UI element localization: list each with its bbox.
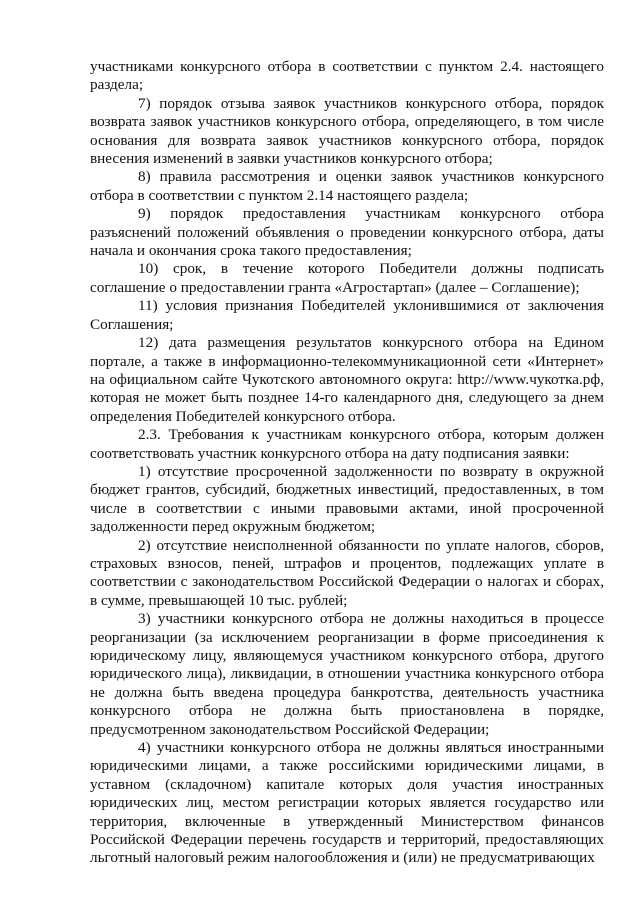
paragraph-requirement-4: 4) участники конкурсного отбора не должны являться иностранными юридическими лицами, а также российскими юридическими лицами, в уставном (складочном) капитале которых доля участия иностранных юридических лиц, местом регистрации которых является государство или территория, включенные в утвержденный Министерством финансов Российской Федерации перечень государств и территорий, предоставляющих льготный налоговый режим налогообложения и (или) не предусматривающих [90, 739, 604, 867]
paragraph-item-9: 9) порядок предоставления участникам конкурсного отбора разъяснений положений объявления о проведении конкурсного отбора, даты начала и окончания срока такого предоставления; [90, 205, 604, 260]
paragraph-requirement-3: 3) участники конкурсного отбора не должны находиться в процессе реорганизации (за исключением реорганизации в форме присоединения к юридическому лицу, являющемуся участником конкурсного отбора, другого юридического лица), ликвидации, в отношении участника конкурсного отбора не должна быть введена процедура банкротства, деятельность участника конкурсного отбора не должна быть приостановлена в порядке, предусмотренном законодательством Российской Федерации; [90, 610, 604, 738]
paragraph-requirement-1: 1) отсутствие просроченной задолженности по возврату в окружной бюджет грантов, субсидий, бюджетных инвестиций, предоставленных, в том числе в соответствии с иными правовыми актами, иной просроченной задолженности перед окружным бюджетом; [90, 462, 604, 536]
paragraph-item-8: 8) правила рассмотрения и оценки заявок участников конкурсного отбора в соответствии с пунктом 2.14 настоящего раздела; [90, 168, 604, 204]
paragraph-continuation: участниками конкурсного отбора в соответствии с пунктом 2.4. настоящего раздела; [90, 58, 604, 94]
paragraph-item-11: 11) условия признания Победителей уклонившимися от заключения Соглашения; [90, 297, 604, 333]
paragraph-section-2-3: 2.3. Требования к участникам конкурсного отбора, которым должен соответствовать участник конкурсного отбора на дату подписания заявки: [90, 426, 604, 462]
paragraph-item-12: 12) дата размещения результатов конкурсного отбора на Едином портале, а также в информационно-телекоммуникационной сети «Интернет» на официальном сайте Чукотского автономного округа: http://www.чукотка.рф, которая не может быть позднее 14-го календарного дня, следующего за днем определения Победителей конкурсного отбора. [90, 334, 604, 425]
paragraph-item-7: 7) порядок отзыва заявок участников конкурсного отбора, порядок возврата заявок участников конкурсного отбора, определяющего, в том числе основания для возврата заявок участников конкурсного отбора, порядок внесения изменений в заявки участников конкурсного отбора; [90, 94, 604, 168]
paragraph-requirement-2: 2) отсутствие неисполненной обязанности по уплате налогов, сборов, страховых взносов, пеней, штрафов и процентов, подлежащих уплате в соответствии с законодательством Российской Федерации о налогах и сборах, в сумме, превышающей 10 тыс. рублей; [90, 536, 604, 609]
paragraph-item-10: 10) срок, в течение которого Победители должны подписать соглашение о предоставлении гранта «Агростартап» (далее – Соглашение); [90, 260, 604, 296]
document-page [90, 58, 604, 868]
